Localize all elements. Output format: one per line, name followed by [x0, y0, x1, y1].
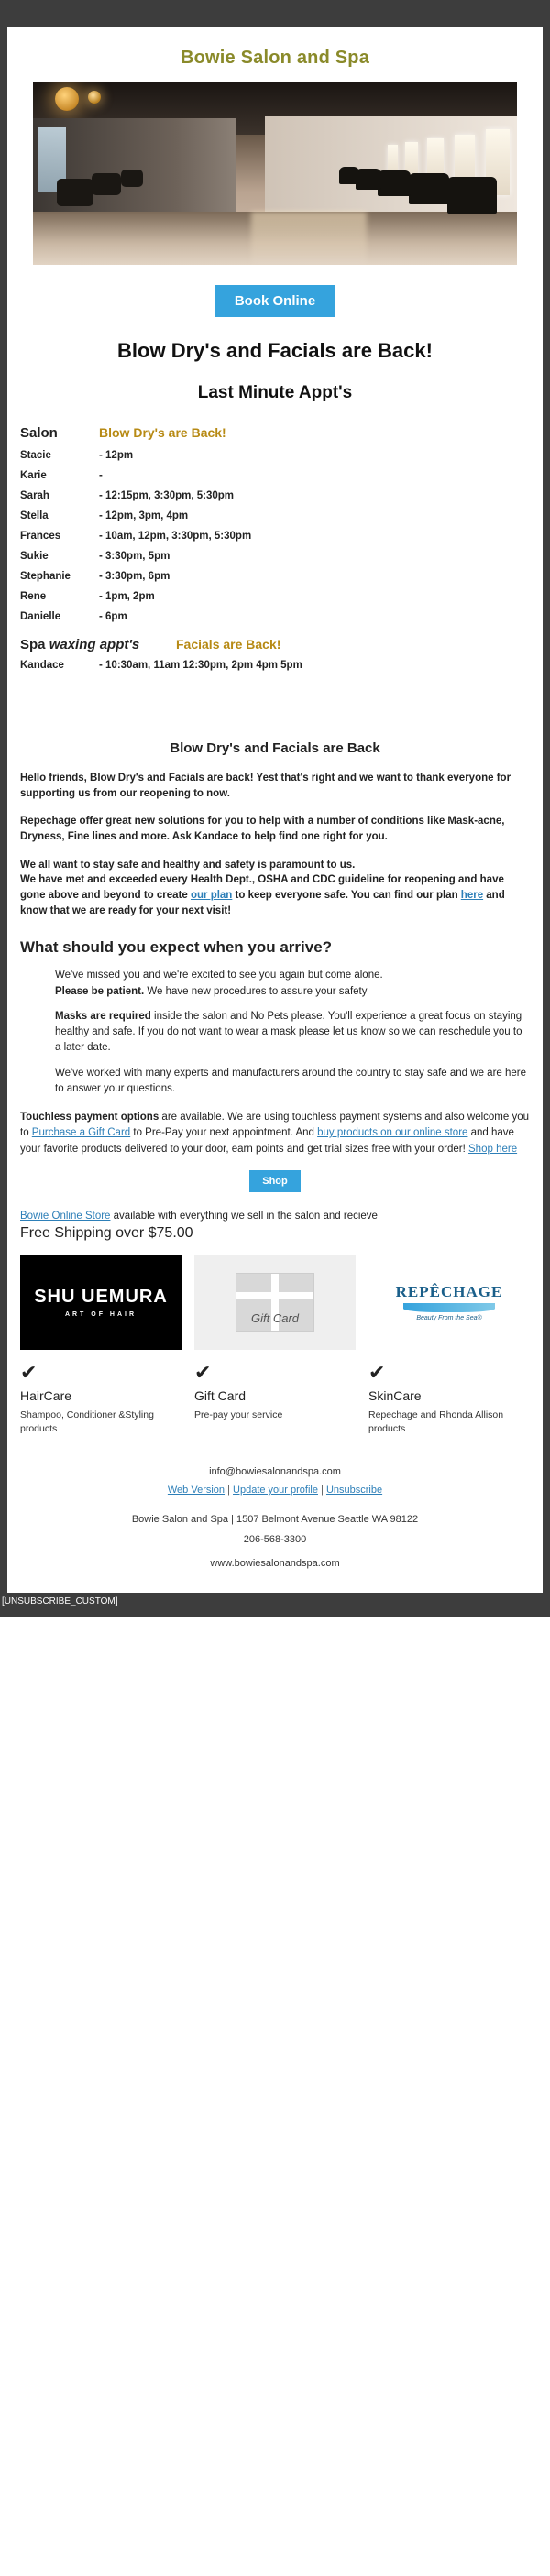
expect-heading: What should you expect when you arrive?: [20, 938, 333, 957]
book-online-button[interactable]: Book Online: [214, 285, 336, 317]
unsubscribe-custom-token: [UNSUBSCRIBE_CUSTOM]: [0, 1593, 550, 1606]
book-online-row: [7, 274, 543, 334]
stylist-times: - 12pm, 3pm, 4pm: [99, 510, 189, 521]
online-store-link[interactable]: buy products on our online store: [317, 1127, 468, 1139]
check-icon: ✔: [20, 1360, 38, 1384]
salon-chair: [57, 179, 94, 206]
hero-image-wrap: [7, 82, 543, 274]
bottom-white-space: [0, 1617, 550, 1637]
stylist-name: Sarah: [20, 490, 50, 501]
footer-separator: |: [227, 1485, 230, 1496]
bowie-online-store-link[interactable]: Bowie Online Store: [20, 1210, 111, 1222]
table-row: [20, 591, 530, 602]
purchase-gift-card-link[interactable]: Purchase a Gift Card: [31, 1127, 131, 1139]
touchless-payment-paragraph: [20, 1110, 530, 1157]
salon-schedule-header: [20, 425, 530, 441]
check-icon: ✔: [194, 1360, 212, 1384]
spa-schedule-header: [20, 637, 530, 652]
bottom-bar: [0, 1593, 550, 1617]
salon-chair: [92, 173, 121, 195]
card-haircare[interactable]: [20, 1255, 182, 1435]
gift-ribbon-horizontal: [236, 1292, 314, 1299]
card-skincare[interactable]: [368, 1255, 530, 1435]
shu-uemura-logo: [34, 1287, 168, 1318]
web-version-link[interactable]: Web Version: [167, 1485, 226, 1496]
paragraph-repechage: Repechage offer great new solutions for you to help with a number of conditions like Mask-acne, Dryness, Fine lines and more. Ask Kandace to help find one right for you.: [20, 816, 505, 843]
expect-paragraph-2: [55, 1009, 526, 1057]
table-row: [20, 510, 530, 521]
esthetician-name: Kandace: [20, 660, 64, 671]
table-row: [20, 611, 530, 622]
salon-label: Salon: [20, 425, 58, 441]
table-row: [20, 531, 530, 542]
card-gift-card[interactable]: [194, 1255, 356, 1435]
table-row: [20, 450, 530, 461]
check-icon: ✔: [368, 1360, 386, 1384]
safety-line-1: We all want to stay safe and healthy and safety is paramount to us.: [20, 859, 356, 871]
paragraph-safety: [20, 858, 530, 919]
stylist-times: -: [99, 470, 103, 481]
salon-chair: [121, 170, 143, 187]
repechage-logo: [396, 1283, 503, 1321]
shop-button[interactable]: Shop: [249, 1170, 301, 1192]
table-row: [20, 551, 530, 562]
gift-card-label: Gift Card: [250, 1310, 299, 1325]
card-title: SkinCare: [368, 1387, 422, 1403]
facials-banner: Facials are Back!: [176, 637, 281, 652]
section-title: Blow Dry's and Facials are Back: [170, 740, 380, 756]
pendant-lamp-secondary-icon: [88, 91, 101, 104]
table-row: [20, 571, 530, 582]
gift-card-image: [194, 1255, 356, 1350]
salon-chair: [378, 170, 411, 196]
brand-title: Bowie Salon and Spa: [180, 48, 370, 68]
stylist-times: - 1pm, 2pm: [99, 591, 155, 602]
update-profile-link[interactable]: Update your profile: [233, 1485, 318, 1496]
spa-label-italic: waxing appt's: [49, 637, 140, 652]
touchless-bold: Touchless payment options: [20, 1112, 160, 1124]
expect-line-2b: inside the salon and No Pets please. You'll experience a great focus on staying healthy and safe. If you do not want to wear a mask please let us know so we can reschedule you to a later date.: [55, 1010, 522, 1054]
footer-address: Bowie Salon and Spa | 1507 Belmont Avenue Seattle WA 98122: [131, 1514, 419, 1526]
floor-reflection: [251, 212, 368, 265]
repechage-name: REPÊCHAGE: [395, 1282, 503, 1300]
salon-chair: [339, 167, 359, 184]
product-cards: [20, 1255, 530, 1435]
pendant-lamp-icon: [55, 87, 79, 111]
shu-uemura-tagline: ART OF HAIR: [64, 1310, 138, 1318]
repechage-tagline: Beauty From the Sea®: [416, 1314, 482, 1321]
expect-be-patient: Please be patient.: [55, 985, 145, 997]
touchless-text-3: and have your favorite products delivered to your door, earn points and get trial sizes free with your order!: [20, 1127, 514, 1155]
table-row: [20, 490, 530, 501]
spa-label: [20, 637, 176, 652]
store-line: [20, 1211, 530, 1222]
footer-email: info@bowiesalonandspa.com: [209, 1466, 341, 1478]
blow-dry-banner: Blow Dry's are Back!: [99, 425, 226, 440]
expect-line-1a: We've missed you and we're excited to see you again but come alone.: [55, 970, 383, 981]
unsubscribe-link[interactable]: Unsubscribe: [325, 1485, 383, 1496]
paragraph-intro: Hello friends, Blow Dry's and Facials are back! Yest that's right and we want to thank everyone for supporting us from our reopening to now.: [20, 773, 512, 799]
subheadline: Last Minute Appt's: [197, 383, 353, 402]
our-plan-link[interactable]: our plan: [190, 890, 233, 902]
repechage-logo-image: [368, 1255, 530, 1350]
footer-phone: 206-568-3300: [243, 1534, 307, 1546]
salon-chair: [447, 177, 497, 214]
esthetician-times: - 10:30am, 11am 12:30pm, 2pm 4pm 5pm: [99, 660, 302, 671]
footer-website: www.bowiesalonandspa.com: [210, 1558, 340, 1570]
free-shipping-text: Free Shipping over $75.00: [20, 1224, 193, 1241]
stylist-name: Stella: [20, 510, 49, 521]
stylist-name: Frances: [20, 531, 61, 542]
safety-line-3: to keep everyone safe. You can find our plan: [232, 890, 461, 902]
expect-body: [55, 968, 526, 1097]
left-gutter: [0, 27, 7, 1593]
stylist-times: - 10am, 12pm, 3:30pm, 5:30pm: [99, 531, 252, 542]
stylist-times: - 6pm: [99, 611, 127, 622]
masks-required: Masks are required: [55, 1010, 151, 1022]
spacer: [7, 684, 543, 733]
appointment-schedule: [7, 422, 543, 684]
stylist-name: Danielle: [20, 611, 61, 622]
headline: Blow Dry's and Facials are Back!: [117, 339, 433, 362]
email-body: [7, 27, 543, 1593]
gift-box-icon: [236, 1273, 314, 1332]
stylist-name: Rene: [20, 591, 47, 602]
stylist-times: - 12:15pm, 3:30pm, 5:30pm: [99, 490, 235, 501]
card-title: HairCare: [20, 1387, 72, 1403]
footer-links: [7, 1485, 543, 1496]
card-subtitle: Pre-pay your service: [194, 1409, 283, 1420]
safety-line-4: and know that we are ready for your next visit!: [20, 890, 505, 916]
stylist-name: Karie: [20, 470, 47, 481]
shop-button-row: [7, 1157, 543, 1201]
safety-line-2: We have met and exceeded every Health Dept., OSHA and CDC guideline for reopening and have gone above and beyond to create: [20, 874, 504, 902]
store-line-rest: available with everything we sell in the salon and recieve: [110, 1210, 378, 1222]
shop-here-link[interactable]: Shop here: [468, 1143, 518, 1155]
shu-uemura-name: SHU UEMURA: [34, 1286, 168, 1307]
expect-line-1c: We have new procedures to assure your safety: [144, 985, 368, 997]
table-row: [20, 470, 530, 481]
stylist-times: - 12pm: [99, 450, 134, 461]
footer: [7, 1466, 543, 1569]
salon-chair: [356, 169, 381, 190]
here-link[interactable]: here: [460, 890, 484, 902]
table-row: [20, 660, 530, 671]
stylist-name: Sukie: [20, 551, 49, 562]
stylist-name: Stephanie: [20, 571, 71, 582]
touchless-text-1: are available. We are using touchless payment systems and also welcome you to: [20, 1112, 530, 1139]
expect-paragraph-1: [55, 968, 526, 1000]
top-bar: [0, 0, 550, 27]
wave-icon: [403, 1303, 496, 1312]
salon-interior-image: [33, 82, 517, 265]
right-gutter: [543, 27, 550, 1593]
spa-label-plain: Spa: [20, 637, 50, 652]
card-subtitle: Repechage and Rhonda Allison products: [368, 1409, 504, 1434]
salon-chair: [409, 173, 449, 204]
card-subtitle: Shampoo, Conditioner &Styling products: [20, 1409, 154, 1434]
shu-uemura-logo-image: [20, 1255, 182, 1350]
stylist-times: - 3:30pm, 6pm: [99, 571, 170, 582]
footer-separator: |: [321, 1485, 324, 1496]
expect-paragraph-3: We've worked with many experts and manufacturers around the country to stay safe and we are here to answer your questions.: [55, 1067, 527, 1094]
stylist-name: Stacie: [20, 450, 51, 461]
card-title: Gift Card: [194, 1387, 247, 1403]
touchless-text-2: to Pre-Pay your next appointment. And: [130, 1127, 318, 1139]
stylist-times: - 3:30pm, 5pm: [99, 551, 170, 562]
